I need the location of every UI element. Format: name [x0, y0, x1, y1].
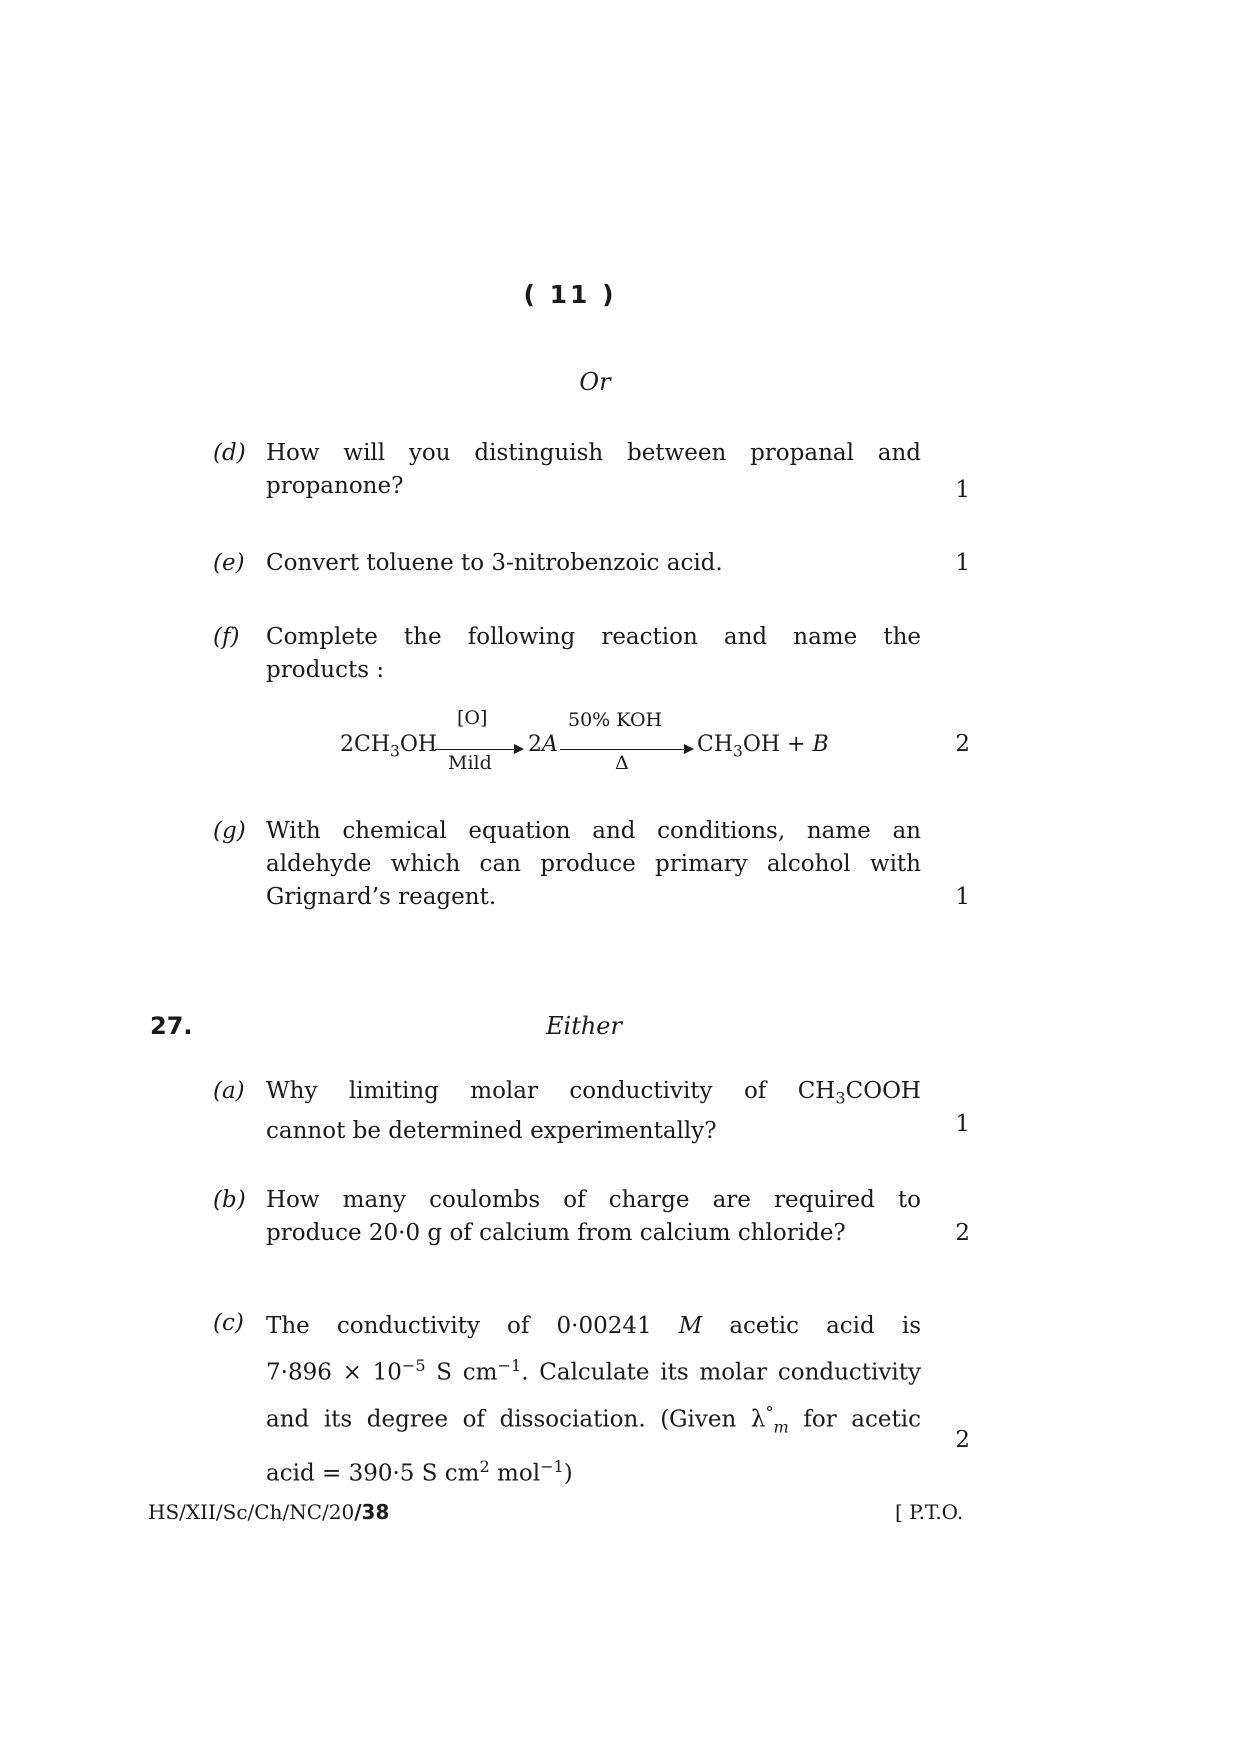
arrow2-top-label: 50% KOH — [568, 709, 663, 731]
question-text-line: $7\cdot 896 \times 10^{-5}$ S $cm^{-1}$. Calculate its molar conductivity — [266, 1356, 921, 1386]
marks-e: 1 — [955, 550, 970, 576]
arrow1-line — [435, 749, 515, 750]
marks-f: 2 — [955, 731, 970, 757]
marks-a: 1 — [955, 1111, 970, 1137]
arrow1-top-label: [O] — [457, 707, 488, 729]
arrow2-head — [684, 744, 694, 754]
arrow2-line — [560, 749, 685, 750]
question-text-line: cannot be determined experimentally? — [266, 1117, 717, 1144]
either-heading: Either — [546, 1012, 622, 1040]
question-text-line: Complete the following reaction and name the — [266, 624, 921, 650]
question-text-c — [266, 1306, 921, 1494]
question-text-line: How many coulombs of charge are required to — [266, 1187, 921, 1213]
question-text-d — [266, 437, 921, 503]
arrow2-bottom-label: Δ — [615, 752, 629, 774]
marks-b: 2 — [955, 1220, 970, 1246]
question-text-g — [266, 815, 921, 914]
question-text-line: aldehyde which can produce primary alcohol with — [266, 851, 921, 877]
question-text-line: acid = 390·5 S $cm^2$ mol$^{-1}$) — [266, 1456, 573, 1487]
question-label-e: (e) — [213, 550, 245, 576]
question-text-line: The conductivity of 0·00241 M acetic acid is — [266, 1313, 921, 1339]
question-text-line: products : — [266, 657, 385, 683]
question-label-g: (g) — [213, 818, 246, 844]
question-text-line: and its degree of dissociation. (Given $\lambda^\circ_m$ for acetic — [266, 1402, 921, 1436]
question-text-f — [266, 621, 921, 687]
question-text-line: produce 20·0 g of calcium from calcium chloride? — [266, 1220, 846, 1246]
question-text-line: propanone? — [266, 473, 404, 499]
question-label-f: (f) — [213, 624, 240, 650]
footer-pto: [ P.T.O. — [895, 1500, 964, 1524]
question-label-c: (c) — [213, 1310, 244, 1336]
marks-d: 1 — [955, 477, 970, 503]
arrow1-bottom-label: Mild — [448, 752, 492, 774]
question-text-line: Why limiting molar conductivity of $CH_3COOH$ — [266, 1078, 921, 1108]
reactant: $2CH_3OH$ — [340, 732, 438, 761]
question-text-line: Convert toluene to 3-nitrobenzoic acid. — [266, 550, 723, 576]
intermediate: 2A — [528, 732, 558, 757]
product: $CH_3OH + B$ — [697, 732, 829, 761]
or-heading: Or — [579, 368, 611, 396]
question-label-d: (d) — [213, 440, 246, 466]
question-text-line: How will you distinguish between propanal and — [266, 440, 921, 466]
question-label-b: (b) — [213, 1187, 246, 1213]
marks-c: 2 — [955, 1427, 970, 1453]
question-text-line: With chemical equation and conditions, name an — [266, 818, 921, 844]
question-number-27: 27. — [150, 1012, 193, 1040]
footer-code: HS/XII/Sc/Ch/NC/20/38 — [148, 1500, 390, 1524]
marks-g: 1 — [955, 884, 970, 910]
question-text-line: Grignard’s reagent. — [266, 884, 497, 910]
question-label-a: (a) — [213, 1078, 245, 1104]
page-number: ( 11 ) — [523, 280, 617, 309]
question-text-e — [266, 547, 921, 580]
arrow1-head — [514, 744, 524, 754]
question-text-a — [266, 1075, 921, 1148]
question-text-b — [266, 1184, 921, 1250]
